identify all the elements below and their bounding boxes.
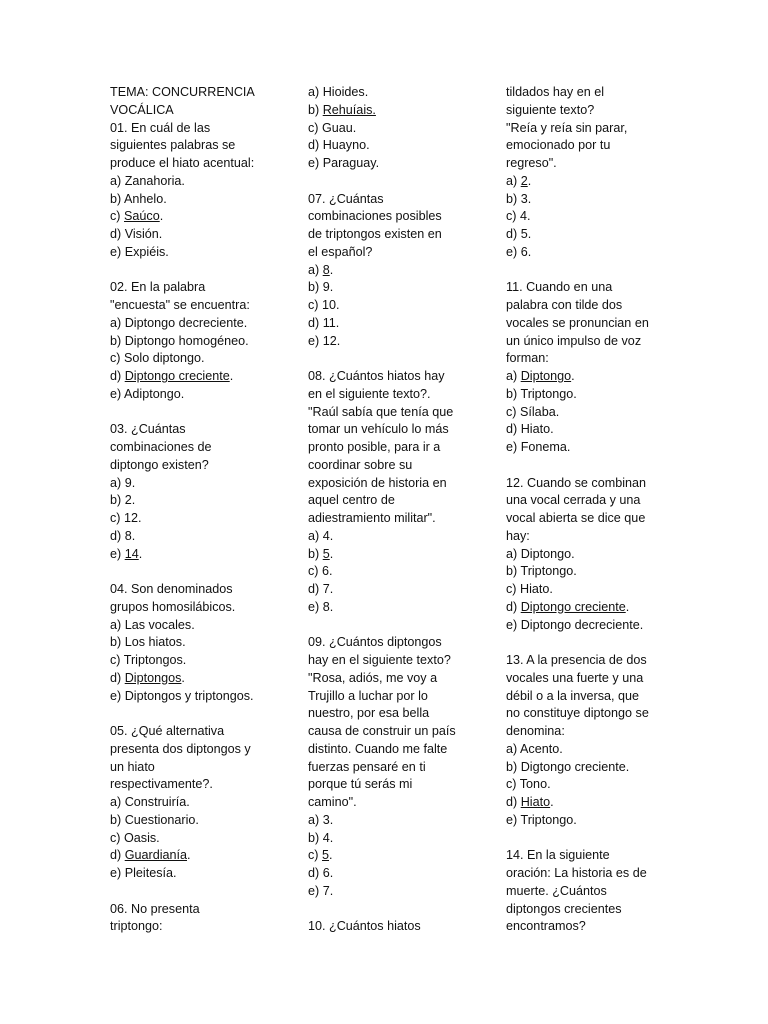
text-line: c) 4. [506,209,531,224]
text-line: c) 6. [308,564,333,579]
correct-answer: Diptongo creciente [124,369,230,383]
text-line: c) 10. [308,298,340,312]
text-line: siguiente texto? [506,102,595,117]
text-line: c) Triptongos. [110,653,187,667]
text-line: diptongo existen? [110,457,209,472]
blank-line [110,563,280,581]
option-suffix: . [229,369,234,383]
option-prefix: a) [308,262,323,277]
text-line: diptongos crecientes [506,901,622,916]
text-line: nuestro, por esa bella [308,706,430,721]
text-line: e) 12. [308,333,341,348]
text-line: c) Oasis. [110,830,160,845]
text-line: b) Triptongo. [506,564,577,579]
text-line: vocales se pronuncian en [506,315,649,330]
text-line: b) Diptongo homogéneo. [110,333,249,348]
option-prefix: e) [110,546,125,561]
correct-answer: Guardianía [124,848,188,863]
text-line [110,670,280,688]
blank-line [308,350,478,368]
text-line: b) 2. [110,493,136,508]
text-line: en el siguiente texto?. [308,386,431,401]
text-line [506,368,676,386]
correct-answer: 8 [322,262,330,277]
option-prefix: d) [110,369,125,383]
text-line: distinto. Cuando me falte [308,741,448,756]
text-line: a) Construiría. [110,795,190,809]
text-line: e) Diptongos y triptongos. [110,688,254,703]
text-line: e) Pleitesía. [110,866,177,880]
text-line: muerte. ¿Cuántos [506,883,607,898]
option-suffix: . [571,369,575,383]
text-line: 09. ¿Cuántos diptongos [308,635,442,650]
text-line: d) Hiato. [506,422,554,437]
text-line: c) Solo diptongo. [110,351,205,366]
text-line: 10. ¿Cuántos hiatos [308,919,421,934]
blank-line [506,634,676,652]
blank-line [308,173,478,191]
blank-line [110,404,280,422]
blank-line [110,705,280,723]
text-line [110,208,280,226]
text-line: e) Triptongo. [506,812,577,827]
option-prefix: d) [110,848,125,863]
text-line: c) Hiato. [506,582,553,596]
text-line: d) 8. [110,528,136,543]
text-line: tomar un vehículo lo más [308,422,449,437]
text-line [506,794,676,812]
text-line: un único impulso de voz [506,333,642,348]
correct-answer: 5 [322,546,330,561]
correct-answer: 2 [520,173,528,188]
text-line: encontramos? [506,919,586,934]
option-prefix: d) [110,670,125,685]
text-line: 12. Cuando se combinan [506,475,647,490]
text-line: pronto posible, para ir a [308,440,441,454]
column-3 [506,84,676,936]
correct-answer: Diptongo creciente [520,599,626,614]
text-line: b) Triptongo. [506,386,577,401]
text-line: porque tú serás mi [308,777,413,792]
text-line [308,847,478,865]
text-line: b) Digtongo creciente. [506,759,630,774]
text-line: respectivamente?. [110,777,213,792]
text-line: grupos homosilábicos. [110,599,236,614]
correct-answer: Saúco [124,209,160,224]
text-line: b) Los hiatos. [110,635,186,650]
text-line: b) 4. [308,830,334,845]
text-line: vocales una fuerte y una [506,670,644,685]
text-line: siguientes palabras se [110,138,236,153]
blank-line [506,457,676,475]
text-line: "Reía y reía sin parar, [506,120,628,135]
correct-answer: 14 [124,546,139,561]
text-line: d) Visión. [110,227,163,241]
text-line: b) 3. [506,191,532,206]
text-line [506,599,676,617]
text-line: "Raúl sabía que tenía que [308,404,454,419]
text-line: 13. A la presencia de dos [506,653,647,667]
text-line: presenta dos diptongos y [110,741,251,756]
text-line: forman: [506,351,549,366]
text-line: 07. ¿Cuántas [308,191,384,206]
text-line: 03. ¿Cuántas [110,422,186,437]
text-line: regreso". [506,156,557,170]
text-line: a) 9. [110,475,136,490]
text-line: coordinar sobre su [308,457,413,472]
option-suffix: . [329,546,334,561]
text-line: e) Adiptongo. [110,386,185,401]
text-line: b) 9. [308,280,334,295]
text-line: d) 6. [308,866,334,880]
text-line: combinaciones posibles [308,209,442,224]
text-line: "Rosa, adiós, me voy a [308,670,438,685]
text-line: c) 12. [110,511,142,525]
text-line: combinaciones de [110,440,212,454]
text-line: tildados hay en el [506,85,605,99]
text-line: a) Hioides. [308,85,369,99]
option-suffix: . [138,546,143,561]
text-line: d) 5. [506,227,532,241]
text-line: 14. En la siguiente [506,848,610,863]
text-line: d) 11. [308,315,340,330]
text-line [308,262,478,280]
text-line: causa de construir un país [308,724,456,738]
text-line: una vocal cerrada y una [506,493,641,508]
text-line: a) Zanahoria. [110,173,185,188]
text-line: a) 3. [308,812,334,827]
option-prefix: c) [110,209,124,224]
text-line [308,102,478,120]
text-line: e) Paraguay. [308,156,380,170]
text-line: a) Diptongo decreciente. [110,315,248,330]
blank-line [506,262,676,280]
option-prefix: d) [506,599,521,614]
blank-line [110,883,280,901]
blank-line [308,901,478,919]
option-prefix: b) [308,102,323,117]
text-line: adiestramiento militar". [308,511,436,525]
text-line: no constituye diptongo se [506,706,649,721]
text-line: camino". [308,795,357,809]
option-suffix: . [625,599,630,614]
text-line [506,173,676,191]
text-line [110,847,280,865]
text-line: vocal abierta se dice que [506,511,646,525]
correct-answer: Diptongos [124,670,182,685]
text-line: d) Huayno. [308,138,370,153]
text-line: a) 4. [308,528,334,543]
correct-answer: Diptongo [520,369,572,383]
correct-answer: Hiato [520,795,551,809]
option-suffix: . [550,795,554,809]
option-prefix: d) [506,795,521,809]
text-line [110,368,280,386]
text-line: 06. No presenta [110,901,200,916]
text-line: 08. ¿Cuántos hiatos hay [308,369,445,383]
option-prefix: a) [506,173,521,188]
text-line: e) 8. [308,599,334,614]
blank-line [308,617,478,635]
text-line: c) Sílaba. [506,404,560,419]
blank-line [110,262,280,280]
option-suffix: . [329,262,334,277]
text-line: hay: [506,528,530,543]
correct-answer: Rehuíais. [322,102,376,117]
text-line: e) Diptongo decreciente. [506,617,644,632]
option-prefix: b) [308,546,323,561]
column-2 [308,84,478,936]
text-line: fuerzas pensaré en ti [308,759,426,774]
column-1 [110,84,280,936]
option-suffix: . [159,209,164,224]
text-line: oración: La historia es de [506,866,647,880]
text-line [110,546,280,564]
text-line: Trujillo a luchar por lo [308,688,428,703]
text-line: a) Diptongo. [506,546,575,561]
text-line [308,546,478,564]
text-line: de triptongos existen en [308,227,442,241]
text-line: TEMA: CONCURRENCIA [110,85,255,99]
text-line: 11. Cuando en una [506,280,613,295]
option-prefix: c) [308,848,322,863]
option-suffix: . [527,173,532,188]
text-line: e) Fonema. [506,440,571,454]
text-line: "encuesta" se encuentra: [110,298,250,312]
text-line: 02. En la palabra [110,280,206,295]
blank-line [506,830,676,848]
option-suffix: . [329,848,333,863]
text-line: triptongo: [110,919,163,934]
option-suffix: . [187,848,191,863]
correct-answer: 5 [322,848,330,863]
text-line: débil o a la inversa, que [506,688,640,703]
text-line: a) Las vocales. [110,617,195,632]
text-line: c) Tono. [506,777,551,792]
text-line: un hiato [110,759,155,774]
text-line: emocionado por tu [506,138,611,153]
text-line: a) Acento. [506,741,563,756]
text-line: palabra con tilde dos [506,298,623,312]
text-line: e) Expiéis. [110,244,169,259]
text-line: b) Anhelo. [110,191,167,206]
text-line: VOCÁLICA [110,102,174,117]
text-line: e) 7. [308,883,334,898]
text-line: 01. En cuál de las [110,120,211,135]
text-line: produce el hiato acentual: [110,156,255,170]
text-line: 04. Son denominados [110,582,233,596]
text-line: aquel centro de [308,493,395,508]
text-line: c) Guau. [308,120,357,135]
text-line: 05. ¿Qué alternativa [110,724,225,738]
text-line: denomina: [506,724,565,738]
text-line: hay en el siguiente texto? [308,653,451,667]
option-suffix: . [181,670,185,685]
text-line: el español? [308,244,373,259]
text-line: b) Cuestionario. [110,812,199,827]
option-prefix: a) [506,369,521,383]
text-line: exposición de historia en [308,475,447,490]
text-line: d) 7. [308,582,334,596]
text-line: e) 6. [506,244,532,259]
